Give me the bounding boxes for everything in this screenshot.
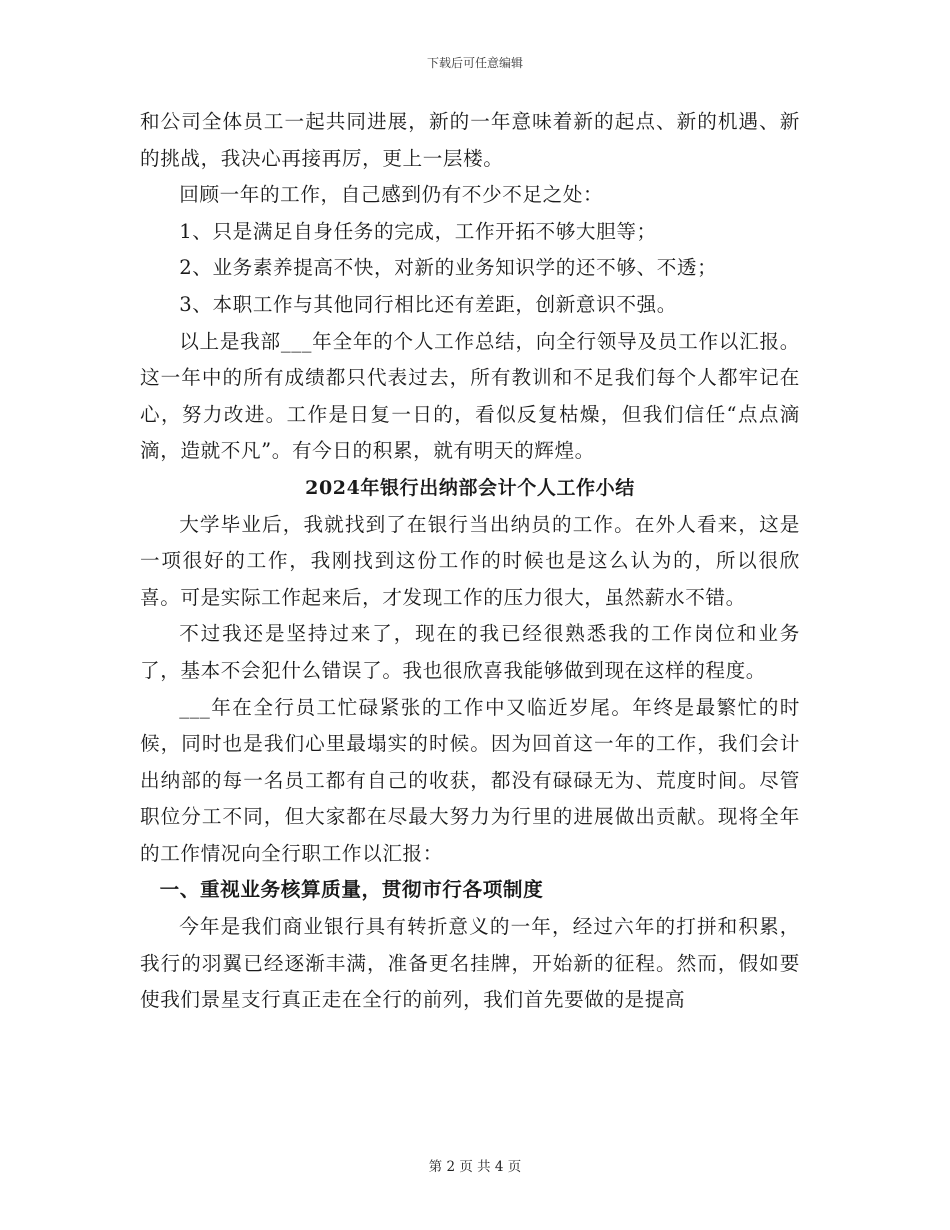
document-title: 2024年银行出纳部会计个人工作小结: [305, 476, 635, 499]
page-header: 下载后可任意编辑: [426, 56, 523, 70]
list-item-3: 3、本职工作与其他同行相比还有差距，创新意识不强。: [179, 292, 677, 316]
section-heading: 一、重视业务核算质量，贯彻市行各项制度: [159, 878, 544, 902]
list-item-1: 1、只是满足自身任务的完成，工作开拓不够大胆等；: [179, 219, 657, 243]
paragraph-turning-point: 今年是我们商业银行具有转折意义的一年，经过六年的打拼和积累，我行的羽翼已经逐渐丰满，准备更名挂牌，开始新的征程。然而，假如要使我们景星支行真正走在全行的前列，我们首先要做的是提高: [140, 915, 800, 1012]
paragraph-graduation: 大学毕业后，我就找到了在银行当出纳员的工作。在外人看来，这是一项很好的工作，我刚找到这份工作的时候也是这么认为的，所以很欣喜。可是实际工作起来后，才发现工作的压力很大，虽然薪水不错。: [140, 512, 800, 609]
paragraph-review-intro: 回顾一年的工作，自己感到仍有不少不足之处：: [179, 183, 604, 207]
paragraph-persistence: 不过我还是坚持过来了，现在的我已经很熟悉我的工作岗位和业务了，基本不会犯什么错误了。我也很欣喜我能够做到现在这样的程度。: [140, 622, 800, 682]
paragraph-summary: 以上是我部___年全年的个人工作总结，向全行领导及员工作以汇报。这一年中的所有成绩都只代表过去，所有教训和不足我们每个人都牢记在心，努力改进。工作是日复一日的，看似反复枯燥，但我们信任“点点滴滴，造就不凡”。有今日的积累，就有明天的辉煌。: [140, 329, 800, 463]
page-number: 第 2 页 共 4 页: [428, 1159, 522, 1175]
paragraph-year-end: ___年在全行员工忙碌紧张的工作中又临近岁尾。年终是最繁忙的时候，同时也是我们心里最塌实的时候。因为回首这一年的工作，我们会计出纳部的每一名员工都有自己的收获，都没有碌碌无为、荒度时间。尽管职位分工不同，但大家都在尽最大努力为行里的进展做出贡献。现将全年的工作情况向全行职工作以汇报：: [140, 695, 800, 865]
document-body: [140, 104, 800, 1019]
paragraph-continuation: 和公司全体员工一起共同进展，新的一年意味着新的起点、新的机遇、新的挑战，我决心再接再厉，更上一层楼。: [140, 110, 800, 170]
list-item-2: 2、业务素养提高不快，对新的业务知识学的还不够、不透；: [179, 256, 718, 280]
